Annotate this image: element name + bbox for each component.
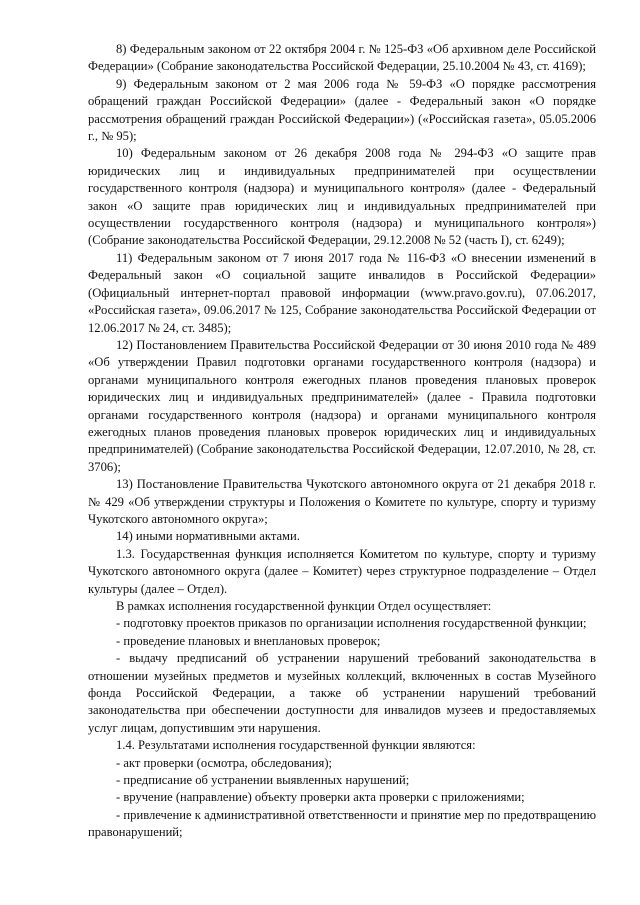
paragraph-section-1-3: 1.3. Государственная функция исполняется Комитетом по культуре, спорту и туризму Чукотского автономного округа (далее – Комитет) через структурное подразделение – Отдел культуры (далее – Отдел). xyxy=(88,546,596,596)
paragraph-item-11: 11) Федеральным законом от 7 июня 2017 года № 116-ФЗ «О внесении изменений в Федеральный закон «О социальной защите инвалидов в Российской Федерации» (Официальный интернет-портал правовой информации (www.pravo.gov.ru), 07.06.2017, «Российская газета», 09.06.2017 № 125, Собрание законодательства Российской Федерации от 12.06.2017 № 24, ст. 3485); xyxy=(88,250,596,335)
paragraph-section-1-4: 1.4. Результатами исполнения государственной функции являются: xyxy=(116,738,476,753)
paragraph-item-14: 14) иными нормативными актами. xyxy=(116,529,300,544)
paragraph-item-10: 10) Федеральным законом от 26 декабря 2008 года № 294-ФЗ «О защите прав юридических лиц и индивидуальных предпринимателей при осуществлении государственного контроля (надзора) и муниципального контроля» (далее - Федеральный закон «О защите прав юридических лиц и индивидуальных предпринимателей при осуществлении государственного контроля (надзора) и муниципального контроля») (Собрание законодательства Российской Федерации, 29.12.2008 № 52 (часть I), ст. 6249); xyxy=(88,146,596,248)
paragraph-duty-orders: - подготовку проектов приказов по организации исполнения государственной функции; xyxy=(116,616,587,631)
paragraph-item-13: 13) Постановление Правительства Чукотского автономного округа от 21 декабря 2018 г. № 429 «Об утверждении структуры и Положения о Комитете по культуре, спорту и туризму Чукотского автономного округа»; xyxy=(88,477,596,526)
paragraph-result-prescription: - предписание об устранении выявленных нарушений; xyxy=(116,773,410,788)
paragraph-result-delivery: - вручение (направление) объекту проверки акта проверки с приложениями; xyxy=(116,790,525,805)
paragraph-item-8: 8) Федеральным законом от 22 октября 2004 г. № 125-ФЗ «Об архивном деле Российской Федерации» (Собрание законодательства Российской Федерации, 25.10.2004 № 43, ст. 4169); xyxy=(88,42,596,74)
paragraph-item-9: 9) Федеральным законом от 2 мая 2006 года № 59-ФЗ «О порядке рассмотрения обращений граждан Российской Федерации» (далее - Федеральный закон «О порядке рассмотрения обращений граждан Российской Федерации») («Российская газета», 05.05.2006 г., № 95); xyxy=(88,76,596,144)
paragraph-duty-inspections: - проведение плановых и внеплановых проверок; xyxy=(116,633,381,648)
paragraph-department-duties-intro: В рамках исполнения государственной функции Отдел осуществляет: xyxy=(116,599,492,613)
paragraph-result-act: - акт проверки (осмотра, обследования); xyxy=(116,755,333,770)
paragraph-result-liability: - привлечение к административной ответственности и принятие мер по предотвращению правонарушений; xyxy=(88,807,596,840)
paragraph-duty-prescriptions: - выдачу предписаний об устранении нарушений требований законодательства в отношении музейных предметов и музейных коллекций, включенных в состав Музейного фонда Российской Федерации, а также об устранении нарушений требований законодательства при обеспечении доступности для инвалидов музеев и предоставляемых услуг лицам, допустившим эти нарушения. xyxy=(88,651,596,735)
document-page xyxy=(88,41,596,842)
paragraph-item-12: 12) Постановлением Правительства Российской Федерации от 30 июня 2010 года № 489 «Об утверждении Правил подготовки органами государственного контроля (надзора) и органами муниципального контроля ежегодных планов проведения плановых проверок юридических лиц и индивидуальных предпринимателей» (далее - Правила подготовки органами государственного контроля (надзора) и органами муниципального контроля ежегодных планов проведения плановых проверок юридических лиц и индивидуальных предпринимателей) (Собрание законодательства Российской Федерации, 12.07.2010, № 28, ст. 3706); xyxy=(88,337,596,474)
